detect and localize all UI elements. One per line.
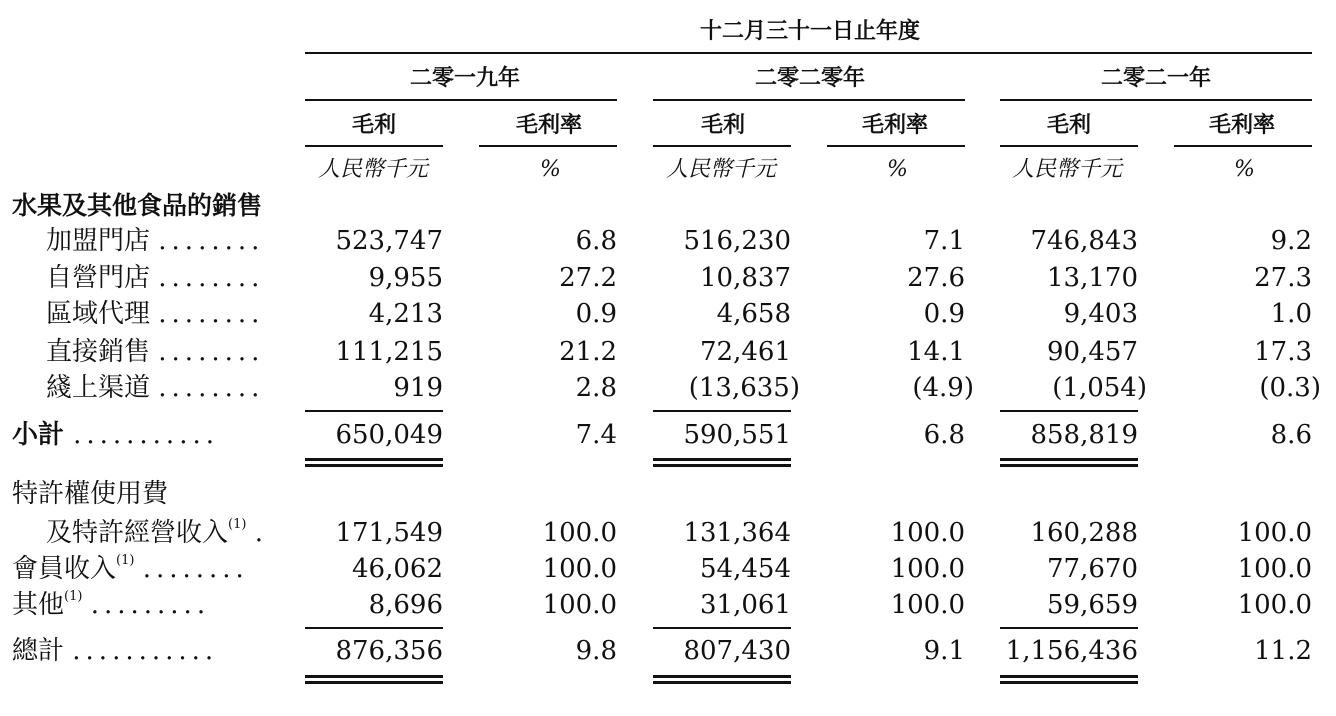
cell-margin-2021: (0.3): [1259, 373, 1321, 403]
row-label: 區域代理 ........: [46, 299, 265, 329]
cell-gross-profit-2020: 4,658: [716, 299, 791, 329]
royalty-margin-2021: 100.0: [1237, 518, 1312, 548]
others-margin-2019: 100.0: [542, 590, 617, 620]
subtotal-double-rule: [305, 458, 443, 461]
cell-gross-profit-2019: 523,747: [335, 226, 443, 256]
membership-gross-profit-2019: 46,062: [352, 554, 443, 584]
year-2019-header: 二零一九年: [410, 65, 521, 91]
royalty-margin-2019: 100.0: [542, 518, 617, 548]
cell-gross-profit-2019: 919: [393, 373, 443, 403]
cell-gross-profit-2020: 72,461: [700, 337, 791, 367]
subtotal-rule-top: [653, 410, 791, 412]
subtotal-gross-profit-2020: 590,551: [683, 420, 791, 450]
royalty-gross-profit-2020: 131,364: [683, 518, 791, 548]
royalty-gross-profit-2019: 171,549: [335, 518, 443, 548]
royalty-gross-profit-2021: 160,288: [1030, 518, 1138, 548]
membership-margin-2021: 100.0: [1237, 554, 1312, 584]
cell-gross-profit-2020: (13,635): [688, 373, 800, 403]
period-header: 十二月三十一日止年度: [700, 18, 921, 44]
subtotal-double-rule: [653, 464, 791, 467]
cell-gross-profit-2020: 516,230: [683, 226, 791, 256]
royalty-label-line1: 特許權使用費: [12, 479, 169, 509]
cell-margin-2019: 21.2: [559, 337, 617, 367]
col-margin-2019: 毛利率: [516, 112, 583, 138]
total-double-rule: [1000, 675, 1138, 678]
cell-margin-2021: 1.0: [1270, 299, 1312, 329]
cell-margin-2021: 9.2: [1270, 226, 1312, 256]
subtotal-label: 小計 ...........: [12, 420, 219, 450]
total-double-rule: [305, 681, 443, 684]
cell-gross-profit-2021: 90,457: [1047, 337, 1138, 367]
subtotal-double-rule: [653, 458, 791, 461]
membership-margin-2020: 100.0: [890, 554, 965, 584]
membership-gross-profit-2021: 77,670: [1047, 554, 1138, 584]
col-gross-profit-2020: 毛利: [701, 112, 746, 138]
total-gross-profit-2019: 876,356: [335, 636, 443, 666]
total-double-rule: [1000, 681, 1138, 684]
others-gross-profit-2021: 59,659: [1047, 590, 1138, 620]
total-margin-2019: 9.8: [575, 636, 617, 666]
total-rule-top: [653, 627, 791, 629]
year-2020-rule: [653, 99, 965, 101]
cell-gross-profit-2021: 13,170: [1047, 263, 1138, 293]
membership-label: 會員收入$^{(1)}$ ........: [12, 553, 249, 584]
cell-gross-profit-2019: 4,213: [368, 299, 443, 329]
row-label: 自營門店 ........: [46, 263, 265, 293]
cell-margin-2020: 27.6: [907, 263, 965, 293]
others-gross-profit-2020: 31,061: [700, 590, 791, 620]
unit-amount-2019: 人民幣千元: [318, 157, 429, 182]
unit-percent-2019: %: [540, 157, 561, 182]
cell-margin-2021: 17.3: [1254, 337, 1312, 367]
subtotal-gross-profit-2021: 858,819: [1030, 420, 1138, 450]
col-gross-profit-2021: 毛利: [1047, 112, 1092, 138]
unit-percent-2020: %: [887, 157, 908, 182]
subtotal-double-rule: [1000, 458, 1138, 461]
subtotal-gross-profit-2019: 650,049: [335, 420, 443, 450]
unit-amount-2021: 人民幣千元: [1012, 157, 1123, 182]
section-title: 水果及其他食品的銷售: [12, 191, 263, 220]
others-margin-2021: 100.0: [1237, 590, 1312, 620]
col-margin-2021: 毛利率: [1209, 112, 1276, 138]
col-rule: [305, 145, 443, 147]
col-gross-profit-2019: 毛利: [352, 112, 397, 138]
row-label: 綫上渠道 ........: [46, 373, 265, 403]
subtotal-rule-top: [1000, 410, 1138, 412]
total-double-rule: [653, 675, 791, 678]
year-2021-rule: [1000, 99, 1312, 101]
others-margin-2020: 100.0: [890, 590, 965, 620]
subtotal-double-rule: [1000, 464, 1138, 467]
col-margin-2020: 毛利率: [862, 112, 929, 138]
cell-gross-profit-2020: 10,837: [700, 263, 791, 293]
total-margin-2021: 11.2: [1254, 636, 1312, 666]
cell-margin-2020: 14.1: [907, 337, 965, 367]
col-rule: [1174, 145, 1312, 147]
cell-gross-profit-2021: 9,403: [1063, 299, 1138, 329]
cell-gross-profit-2019: 9,955: [368, 263, 443, 293]
cell-gross-profit-2021: (1,054): [1052, 373, 1147, 403]
subtotal-double-rule: [305, 464, 443, 467]
membership-gross-profit-2020: 54,454: [700, 554, 791, 584]
col-rule: [827, 145, 965, 147]
cell-gross-profit-2019: 111,215: [335, 337, 443, 367]
total-rule-top: [1000, 627, 1138, 629]
total-gross-profit-2020: 807,430: [683, 636, 791, 666]
col-rule: [653, 145, 791, 147]
cell-margin-2019: 6.8: [575, 226, 617, 256]
col-rule: [479, 145, 617, 147]
total-double-rule: [653, 681, 791, 684]
period-rule: [305, 52, 1312, 54]
cell-gross-profit-2021: 746,843: [1030, 226, 1138, 256]
year-2020-header: 二零二零年: [755, 65, 866, 91]
total-gross-profit-2021: 1,156,436: [1005, 636, 1138, 666]
cell-margin-2019: 2.8: [575, 373, 617, 403]
year-2021-header: 二零二一年: [1101, 65, 1212, 91]
cell-margin-2020: 7.1: [923, 226, 965, 256]
others-gross-profit-2019: 8,696: [368, 590, 443, 620]
total-double-rule: [305, 675, 443, 678]
cell-margin-2021: 27.3: [1254, 263, 1312, 293]
total-label: 總計 ...........: [12, 636, 219, 666]
unit-amount-2020: 人民幣千元: [666, 157, 777, 182]
cell-margin-2019: 0.9: [575, 299, 617, 329]
subtotal-margin-2021: 8.6: [1270, 420, 1312, 450]
royalty-label-line2: 及特許經營收入$^{(1)}$ .: [46, 517, 263, 548]
others-label: 其他$^{(1)}$ .........: [12, 589, 211, 620]
unit-percent-2021: %: [1234, 157, 1255, 182]
row-label: 直接銷售 ........: [46, 337, 265, 367]
cell-margin-2019: 27.2: [559, 263, 617, 293]
col-rule: [1000, 145, 1138, 147]
row-label: 加盟門店 ........: [46, 226, 265, 256]
total-rule-top: [305, 627, 443, 629]
total-margin-2020: 9.1: [923, 636, 965, 666]
cell-margin-2020: 0.9: [923, 299, 965, 329]
royalty-margin-2020: 100.0: [890, 518, 965, 548]
cell-margin-2020: (4.9): [912, 373, 974, 403]
membership-margin-2019: 100.0: [542, 554, 617, 584]
subtotal-margin-2019: 7.4: [575, 420, 617, 450]
year-2019-rule: [305, 99, 617, 101]
subtotal-margin-2020: 6.8: [923, 420, 965, 450]
subtotal-rule-top: [305, 410, 443, 412]
